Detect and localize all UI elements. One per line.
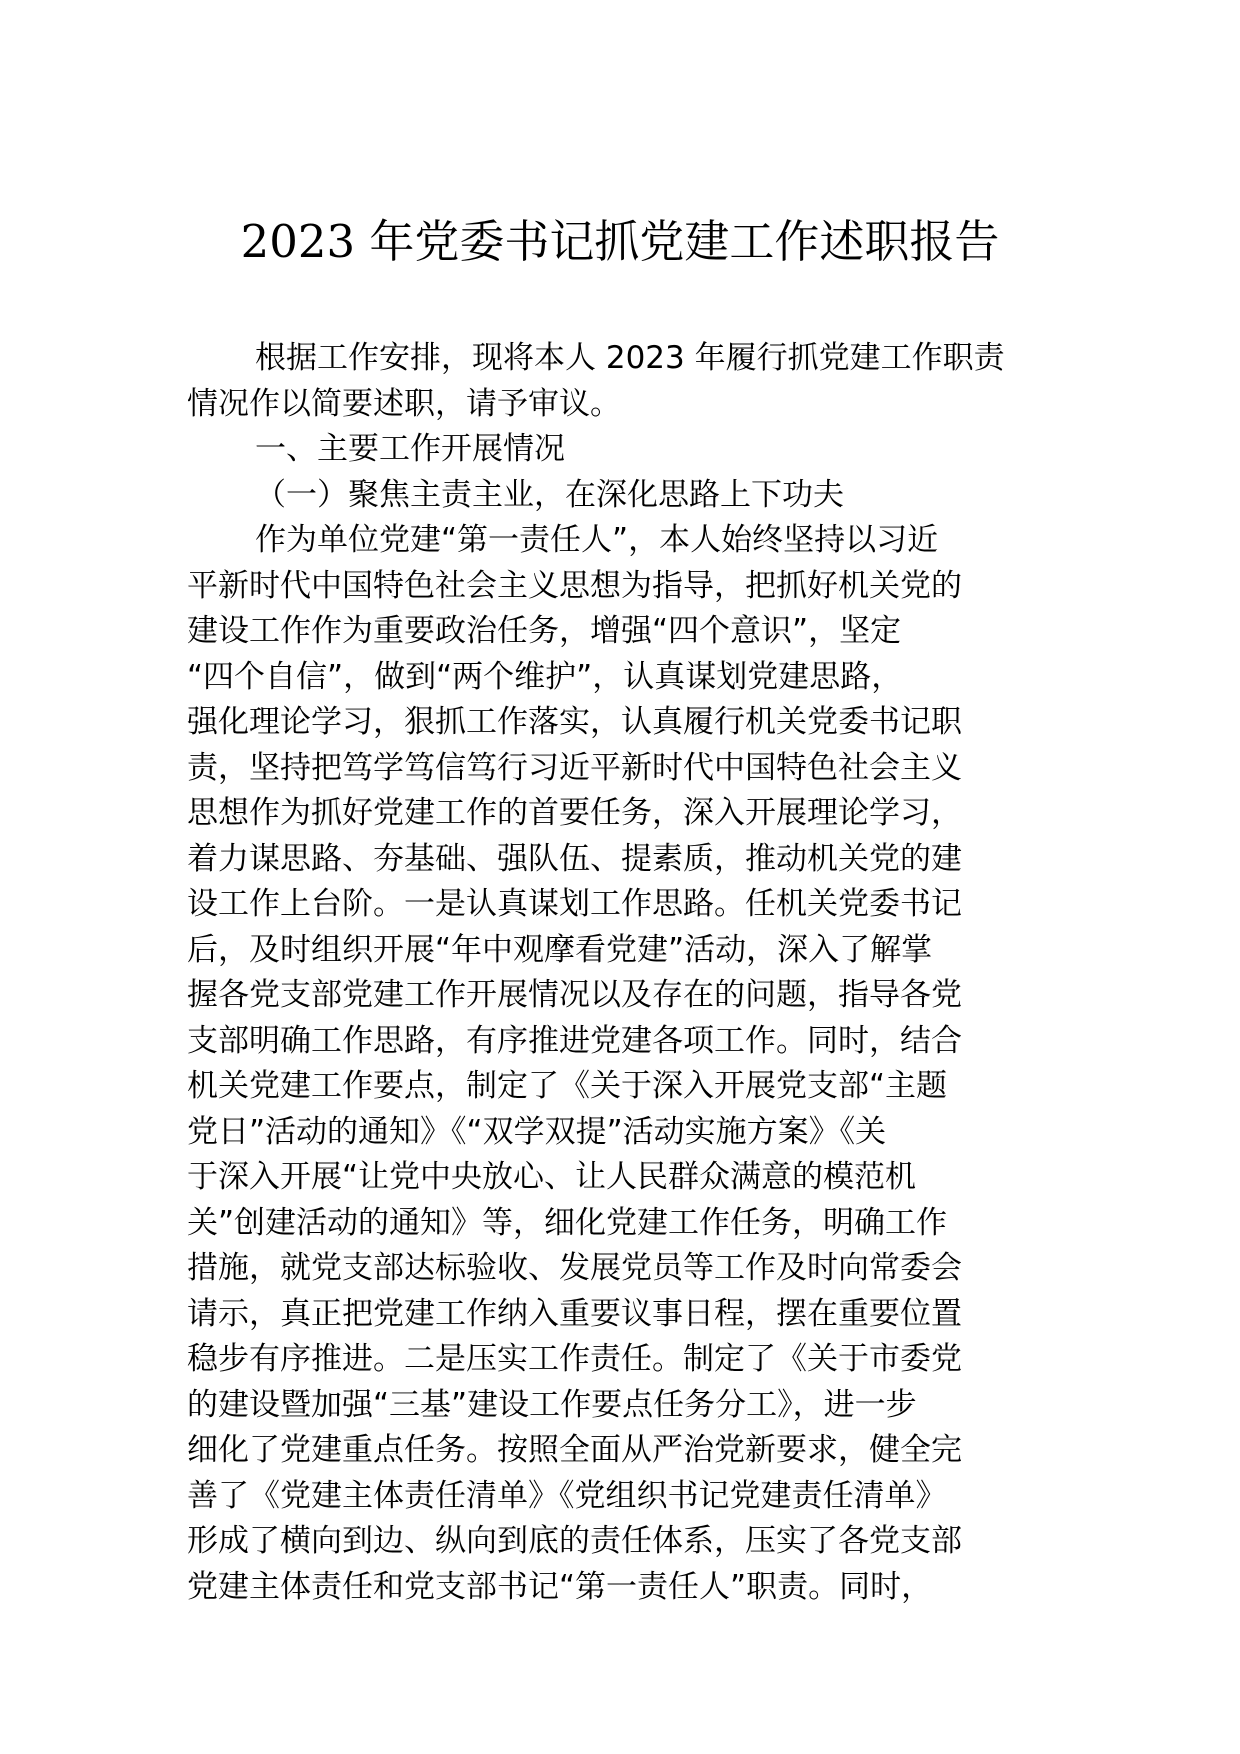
text-line: 情况作以简要述职，请予审议。: [187, 385, 621, 422]
text-line: 形成了横向到边、纵向到底的责任体系，压实了各党支部: [187, 1523, 962, 1559]
text-line: 后，及时组织开展“年中观摩看党建”活动，深入了解掌: [187, 931, 933, 968]
text-line: 平新时代中国特色社会主义思想为指导，把抓好机关党的: [187, 567, 962, 604]
text-line: 于深入开展“让党中央放心、让人民群众满意的模范机: [187, 1159, 917, 1195]
text-line: 党日”活动的通知》《“双学双提”活动实施方案》《关: [187, 1113, 887, 1150]
text-line: （一）聚焦主责主业，在深化思路上下功夫: [255, 476, 844, 513]
text-line: 细化了党建重点任务。按照全面从严治党新要求，健全完: [187, 1432, 962, 1468]
text-line: 着力谋思路、夯基础、强队伍、提素质，推动机关党的建: [187, 840, 962, 877]
text-line: 建设工作作为重要政治任务，增强“四个意识”，坚定: [187, 613, 902, 649]
text-line: 强化理论学习，狠抓工作落实，认真履行机关党委书记职: [187, 704, 962, 740]
text-line: 关”创建活动的通知》等，细化党建工作任务，明确工作: [187, 1204, 948, 1241]
text-line: 善了《党建主体责任清单》《党组织书记党建责任清单》: [187, 1477, 947, 1514]
text-line: 设工作上台阶。一是认真谋划工作思路。任机关党委书记: [187, 886, 962, 922]
text-line: 支部明确工作思路，有序推进党建各项工作。同时，结合: [187, 1022, 962, 1059]
text-line: 党建主体责任和党支部书记“第一责任人”职责。同时，: [187, 1568, 933, 1605]
text-line: 思想作为抓好党建工作的首要任务，深入开展理论学习，: [187, 795, 962, 831]
text-line: 稳步有序推进。二是压实工作责任。制定了《关于市委党: [187, 1341, 962, 1377]
text-line: 一、主要工作开展情况: [255, 431, 565, 467]
text-line: 根据工作安排，现将本人 2023 年履行抓党建工作职责: [255, 340, 1005, 376]
text-line: 机关党建工作要点，制定了《关于深入开展党支部“主题: [187, 1068, 948, 1104]
text-line: “四个自信”，做到“两个维护”，认真谋划党建思路，: [187, 658, 903, 695]
text-line: 措施，就党支部达标验收、发展党员等工作及时向常委会: [187, 1250, 962, 1286]
document-body: [187, 336, 1055, 1610]
text-line: 请示，真正把党建工作纳入重要议事日程，摆在重要位置: [187, 1295, 962, 1332]
text-line: 责，坚持把笃学笃信笃行习近平新时代中国特色社会主义: [187, 749, 962, 786]
document-title: 2023 年党委书记抓党建工作述职报告: [240, 215, 1000, 268]
text-line: 握各党支部党建工作开展情况以及存在的问题，指导各党: [187, 977, 962, 1013]
text-line: 的建设暨加强“三基”建设工作要点任务分工》，进一步: [187, 1386, 917, 1423]
text-line: 作为单位党建“第一责任人”，本人始终坚持以习近: [255, 522, 939, 558]
